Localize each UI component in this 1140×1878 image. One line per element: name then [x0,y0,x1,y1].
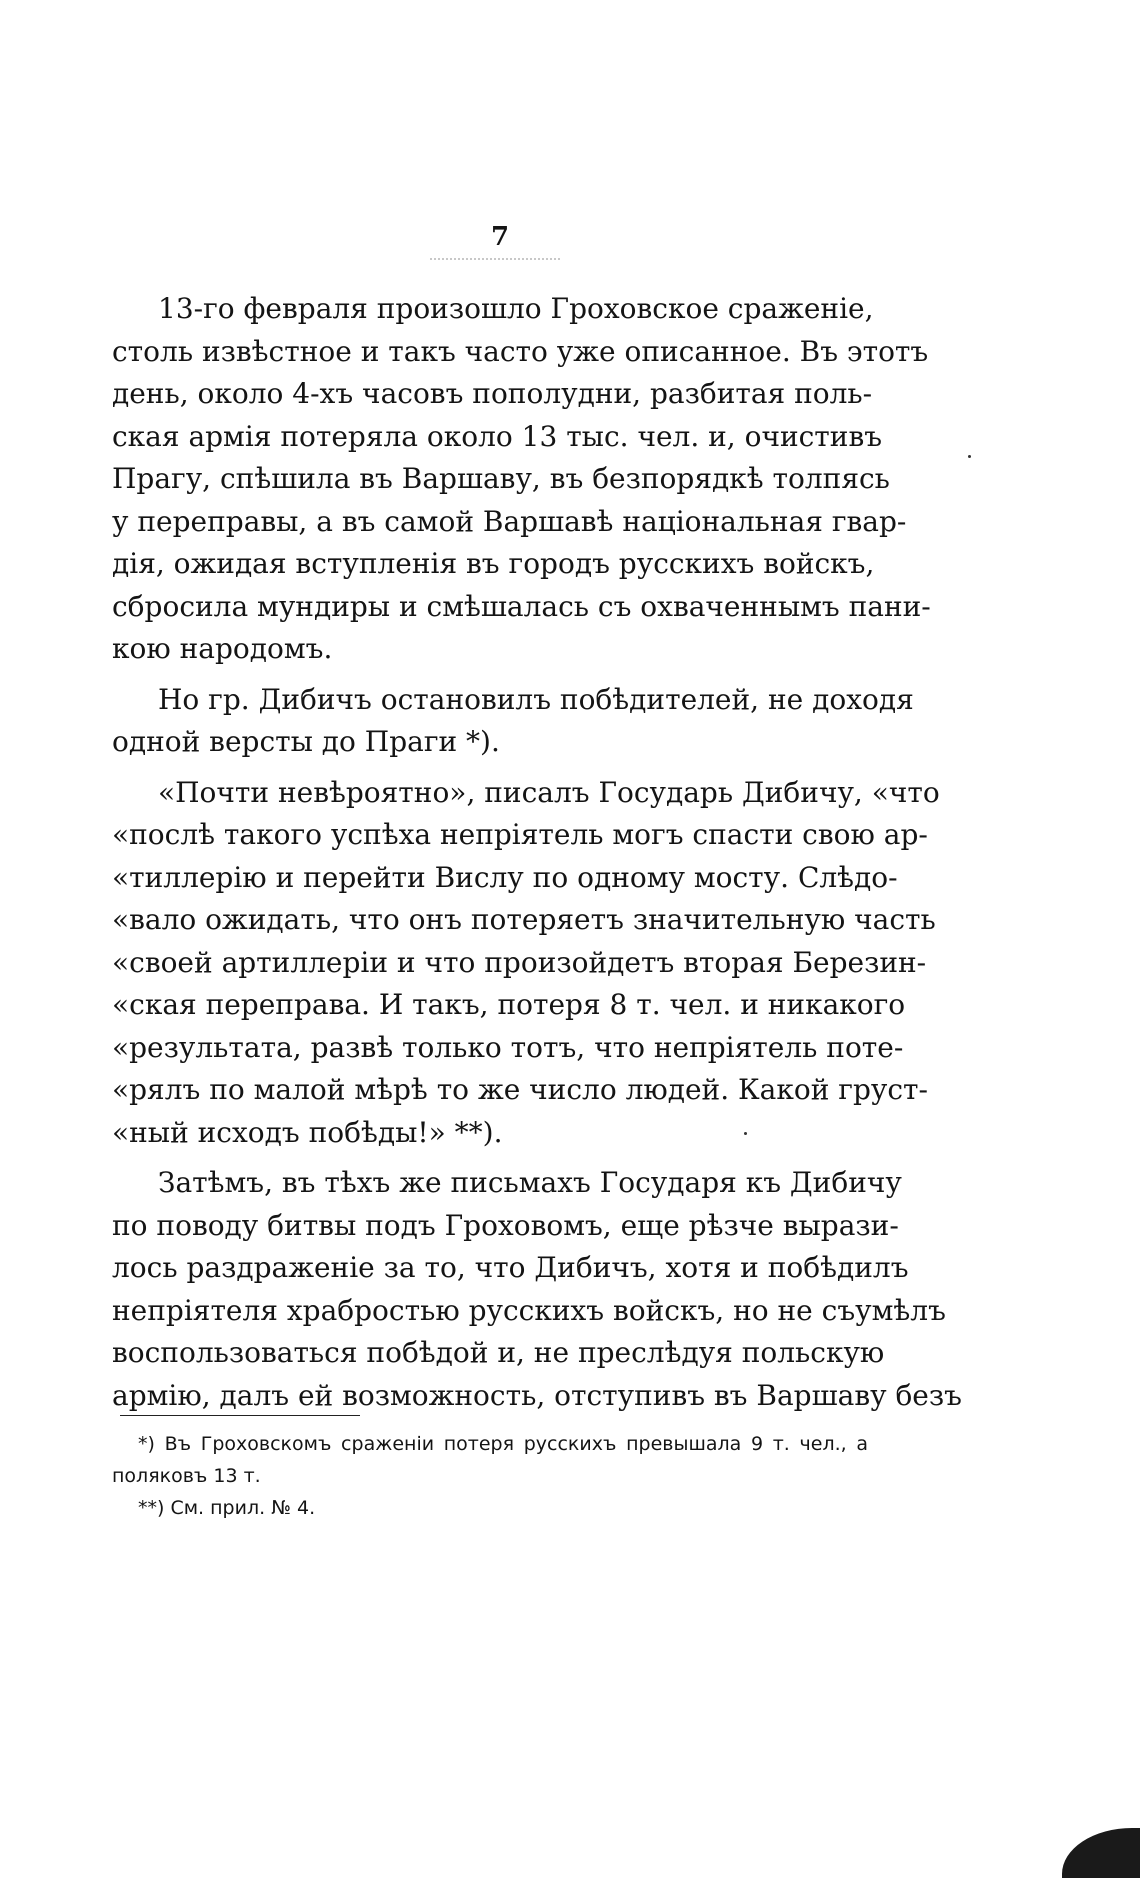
text-line: сбросила мундиры и смѣшалась съ охваченнымъ пани- [112,589,931,623]
footnote [112,1492,868,1524]
scan-speck [744,1132,747,1135]
text-line: армію, далъ ей возможность, отступивъ въ Варшаву безъ [112,1378,962,1412]
text-line: «своей артиллеріи и что произойдетъ вторая Березин- [112,945,927,979]
footnote-line: **) См. прил. № 4. [138,1497,316,1519]
text-line: «результата, развѣ только тотъ, что непріятель поте- [112,1030,904,1064]
text-line: непріятеля храбростью русскихъ войскъ, но не съумѣлъ [112,1293,946,1327]
text-line: Затѣмъ, въ тѣхъ же письмахъ Государя къ Дибичу [158,1166,902,1199]
text-line: «вало ожидать, что онъ потеряетъ значительную часть [112,903,936,936]
text-line: 13-го февраля произошло Гроховское сраженіе, [158,292,874,325]
footnote-line: поляковъ 13 т. [112,1465,261,1487]
text-line: Прагу, спѣшила въ Варшаву, въ безпорядкѣ толпясь [112,462,890,495]
paragraph [112,772,940,1155]
text-line: «рялъ по малой мѣрѣ то же число людей. Какой груст- [112,1073,928,1106]
text-line: дія, ожидая вступленія въ городъ русскихъ войскъ, [112,547,875,580]
page-number-ornament [430,258,560,264]
text-line: у переправы, а въ самой Варшавѣ національная гвар- [112,504,907,538]
text-line: ская армія потеряла около 13 тыс. чел. и, очистивъ [112,419,883,453]
paragraph [112,288,931,671]
text-line: столь извѣстное и такъ часто уже описанное. Въ этотъ [112,334,929,368]
text-line: Но гр. Дибичъ остановилъ побѣдителей, не доходя [158,682,914,716]
text-line: «тиллерію и перейти Вислу по одному мосту. Слѣдо- [112,860,898,894]
footnotes [112,1428,868,1524]
main-text [112,288,962,1417]
text-line: воспользоваться побѣдой и, не преслѣдуя польскую [112,1336,885,1369]
text-line: кою народомъ. [112,632,333,665]
text-line: одной версты до Праги *). [112,725,500,758]
paragraph [112,1162,962,1417]
text-line: день, около 4-хъ часовъ пополудни, разбитая поль- [112,377,873,410]
footnote-line: *) Въ Гроховскомъ сраженіи потеря русскихъ превышала 9 т. чел., а [138,1433,868,1455]
footnote-divider [120,1415,360,1416]
text-line: по поводу битвы подъ Гроховомъ, еще рѣзче вырази- [112,1208,899,1242]
text-line: лось раздраженіе за то, что Дибичъ, хотя и побѣдилъ [112,1251,909,1284]
text-line: «ская переправа. И такъ, потеря 8 т. чел. и никакого [112,988,906,1021]
page-number: 7 [490,222,510,252]
text-line: «Почти невѣроятно», писалъ Государь Дибичу, «что [158,775,940,809]
text-line: «ный исходъ побѣды!» **). [112,1115,503,1149]
scan-speck [968,455,971,458]
text-line: «послѣ такого успѣха непріятель могъ спасти свою ар- [112,818,928,851]
paragraph [112,679,914,764]
footnote [112,1428,868,1492]
